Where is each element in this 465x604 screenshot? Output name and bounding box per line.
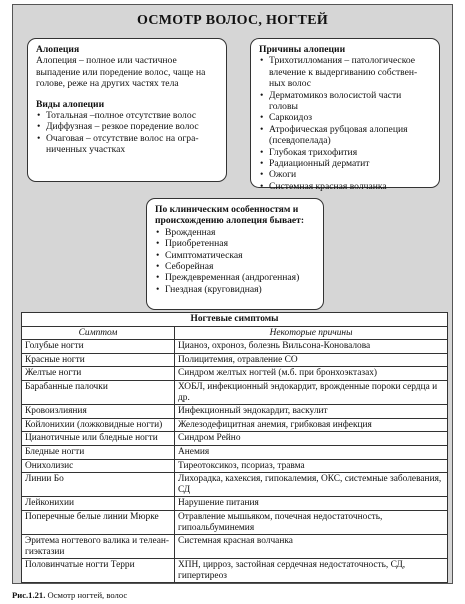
caption-text: Осмотр ногтей, волос (47, 590, 128, 600)
causes-cell: Инфекционный эндокардит, васкулит (175, 405, 448, 419)
causes-heading: Причины алопеции (259, 44, 346, 55)
table-row (22, 473, 448, 497)
list-item: • Преждевременная (андрогенная) (155, 272, 315, 283)
list-item: • Системная красная волчанка (259, 181, 431, 192)
table-row (22, 405, 448, 419)
table-row (22, 418, 448, 432)
causes-list (259, 55, 431, 192)
causes-cell: Отравление мышьяком, почечная недостаточность, гипоальбуминемия (175, 510, 448, 534)
causes-cell: Нарушение питания (175, 497, 448, 511)
column-header-symptom: Симптом (22, 326, 175, 340)
table-row (22, 445, 448, 459)
list-item: • Дерматомикоз волосистой части головы (259, 90, 431, 113)
symptom-cell: Онихолизис (22, 459, 175, 473)
alopecia-causes-box (250, 38, 440, 192)
symptom-cell: Койлонихии (ложковидные ногти) (22, 418, 175, 432)
causes-cell: Системная красная волчанка (175, 535, 448, 559)
causes-cell: ХПН, цирроз, застойная сердечная недостаточность, СД, гипертиреоз (175, 559, 448, 583)
table-row (22, 559, 448, 583)
figure-title: ОСМОТР ВОЛОС, НОГТЕЙ (136, 13, 329, 28)
causes-cell: Полицитемия, отравление СО (175, 353, 448, 367)
symptom-cell: Лейконихии (22, 497, 175, 511)
table-row (22, 367, 448, 381)
symptom-cell: Желтые ногти (22, 367, 175, 381)
table-row (22, 459, 448, 473)
symptom-cell: Половинчатые ногти Терри (22, 559, 175, 583)
list-item: • Трихотилломания – патологическое влечение к выдергиванию собствен- ных волос (259, 55, 431, 89)
symptom-cell: Линии Бо (22, 473, 175, 497)
alopecia-clinical-box (146, 198, 324, 310)
table-row (22, 432, 448, 446)
clinical-list (155, 227, 315, 295)
list-item: • Гнездная (круговидная) (155, 284, 315, 295)
table-row (22, 497, 448, 511)
caption-label: Рис.1.21. (12, 590, 46, 600)
list-item: • Симптоматическая (155, 250, 315, 261)
table-row (22, 535, 448, 559)
column-header-causes: Некоторые причины (175, 326, 448, 340)
table-row (22, 340, 448, 354)
causes-cell: Железодефицитная анемия, грибковая инфекция (175, 418, 448, 432)
causes-cell: Цианоз, охроноз, болезнь Вильсона-Коновалова (175, 340, 448, 354)
alopecia-heading: Алопеция (36, 44, 80, 55)
symptom-cell: Цианотичные или бледные ногти (22, 432, 175, 446)
figure-frame (12, 4, 453, 584)
causes-cell: ХОБЛ, инфекционный эндокардит, врожденные пороки сердца и др. (175, 380, 448, 404)
symptom-cell: Барабанные палочки (22, 380, 175, 404)
list-item: • Себорейная (155, 261, 315, 272)
causes-cell: Лихорадка, кахексия, гипокалемия, ОКС, системные заболевания, СД (175, 473, 448, 497)
causes-cell: Анемия (175, 445, 448, 459)
symptom-cell: Голубые ногти (22, 340, 175, 354)
alopecia-types-list (36, 110, 218, 156)
list-item: • Приобретенная (155, 238, 315, 249)
table-row (22, 510, 448, 534)
causes-cell: Синдром желтых ногтей (м.б. при бронхоэктазах) (175, 367, 448, 381)
alopecia-definition-box (27, 38, 227, 182)
table-row (22, 353, 448, 367)
alopecia-types-heading: Виды алопеции (36, 98, 105, 110)
causes-cell: Тиреотоксикоз, псориаз, травма (175, 459, 448, 473)
list-item: • Диффузная – резкое поредение волос (36, 121, 218, 132)
list-item: • Радиационный дерматит (259, 158, 431, 169)
symptom-cell: Поперечные белые линии Мюрке (22, 510, 175, 534)
causes-cell: Синдром Рейно (175, 432, 448, 446)
clinical-heading: По клиническим особенностям и происхождению алопеция бывает: (155, 204, 305, 227)
list-item: • Ожоги (259, 169, 431, 180)
list-item: • Очаговая – отсутствие волос на огра- ниченных участках (36, 133, 218, 156)
symptom-cell: Красные ногти (22, 353, 175, 367)
table-title: Ногтевые симптомы (22, 313, 448, 327)
nail-symptoms-table (21, 312, 448, 583)
alopecia-definition: Алопеция – полное или частичное выпадение или поредение волос, чаще на голове, реже на других частях тела (36, 55, 206, 90)
list-item: • Врожденная (155, 227, 315, 238)
symptom-cell: Эритема ногтевого валика и телеан- гиэктазии (22, 535, 175, 559)
symptom-cell: Бледные ногти (22, 445, 175, 459)
list-item: • Атрофическая рубцовая алопеция (псевдопелада) (259, 124, 431, 147)
table-row (22, 380, 448, 404)
symptom-cell: Кровоизлияния (22, 405, 175, 419)
list-item: • Глубокая трихофития (259, 147, 431, 158)
list-item: • Саркоидоз (259, 112, 431, 123)
figure-caption (12, 590, 127, 600)
list-item: • Тотальная –полное отсутствие волос (36, 110, 218, 121)
